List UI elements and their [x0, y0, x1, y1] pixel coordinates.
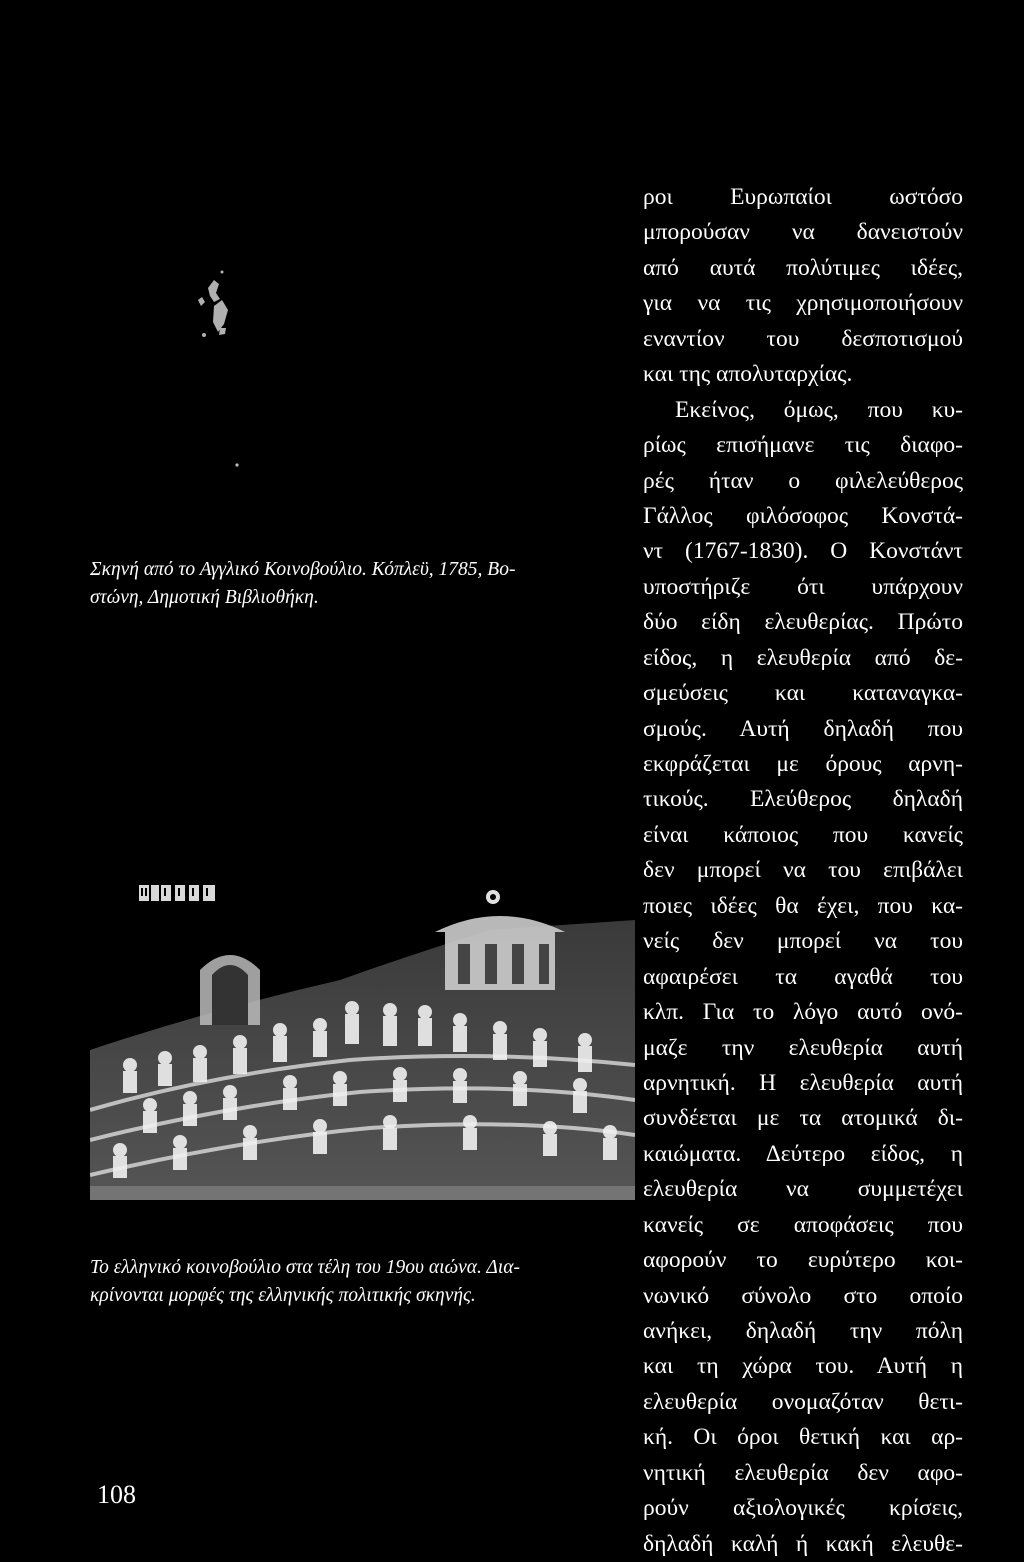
text-line: εκφράζεται με όρους αρνη- [643, 751, 963, 777]
text-line: τικούς. Ελεύθερος δηλαδή [643, 786, 963, 813]
text-line: σμεύσεις και καταναγκα- [643, 680, 963, 707]
text-line: από αυτά πολύτιμες ιδέες, [643, 254, 963, 281]
text-line: ποιες ιδέες θα έχει, που κα- [643, 892, 963, 919]
text-line: εναντίον του δεσποτισμού [643, 325, 963, 352]
text-line: νητική ελευθερία δεν αφο- [643, 1459, 963, 1486]
text-line: Γάλλος φιλόσοφος Κονστά- [643, 502, 963, 529]
text-line: ροι Ευρωπαίοι ωστόσο [643, 184, 963, 210]
text-line: ανήκει, δηλαδή την πόλη [643, 1318, 963, 1344]
text-line: μαζε την ελευθερία αυτή [643, 1034, 963, 1061]
photo-english-parliament [90, 60, 630, 550]
text-line: δεν μπορεί να του επιβάλει [643, 857, 963, 884]
text-line: ελευθερία ονομαζόταν θετι- [643, 1388, 963, 1415]
caption-line: Το ελληνικό κοινοβούλιο στα τέλη του 19ου αιώνα. Δια- [90, 1257, 520, 1278]
caption-line: Σκηνή από το Αγγλικό Κοινοβούλιο. Κόπλεϋ, 1785, Βο- [90, 559, 516, 580]
text-line: και τη χώρα του. Αυτή η [643, 1353, 963, 1380]
page-number: 108 [97, 1480, 136, 1509]
text-line: συνδέεται με τα ατομικά δι- [643, 1105, 963, 1132]
text-line: και της απολυταρχίας. [643, 361, 853, 388]
text-line: ντ (1767-1830). Ο Κονστάντ [643, 538, 963, 565]
text-line: κή. Οι όροι θετική και αρ- [643, 1424, 963, 1451]
caption-english-parliament [90, 556, 630, 612]
text-line: υποστήριζε ότι υπάρχουν [643, 573, 963, 600]
text-line: δηλαδή καλή ή κακή ελευθε- [643, 1530, 963, 1557]
text-line: ρίως επισήμανε τις διαφο- [643, 432, 963, 459]
caption-line: κρίνονται μορφές της ελληνικής πολιτικής σκηνής. [90, 1285, 476, 1306]
text-line: μπορούσαν να δανειστούν [643, 219, 963, 246]
text-line: αφορούν το ευρύτερο κοι- [643, 1247, 963, 1274]
text-line: σμούς. Αυτή δηλαδή που [643, 715, 963, 742]
text-line: αφαιρέσει τα αγαθά του [643, 963, 963, 990]
text-line: καιώματα. Δεύτερο είδος, η [643, 1140, 963, 1167]
text-line: είδος, η ελευθερία από δε- [643, 644, 963, 671]
text-line: ελευθερία να συμμετέχει [643, 1176, 963, 1203]
text-line: είναι κάποιος που κανείς [643, 821, 963, 848]
text-line: Εκείνος, όμως, που κυ- [675, 396, 963, 423]
photo-greek-parliament [90, 860, 635, 1200]
body-text-column [643, 180, 963, 1562]
text-line: ρές ήταν ο φιλελεύθερος [643, 467, 963, 494]
text-line: κανείς σε αποφάσεις που [643, 1211, 963, 1238]
text-line: νωνικό σύνολο στο οποίο [643, 1282, 963, 1309]
text-line: αρνητική. Η ελευθερία αυτή [643, 1069, 963, 1096]
text-line: για να τις χρησιμοποιήσουν [643, 290, 963, 317]
caption-line: στώνη, Δημοτική Βιβλιοθήκη. [90, 587, 319, 608]
text-line: κλπ. Για το λόγο αυτό ονό- [643, 999, 963, 1026]
text-line: δύο είδη ελευθερίας. Πρώτο [643, 609, 963, 636]
text-line: ρούν αξιολογικές κρίσεις, [643, 1495, 963, 1522]
text-line: νείς δεν μπορεί να του [643, 928, 963, 955]
caption-greek-parliament [90, 1254, 630, 1310]
